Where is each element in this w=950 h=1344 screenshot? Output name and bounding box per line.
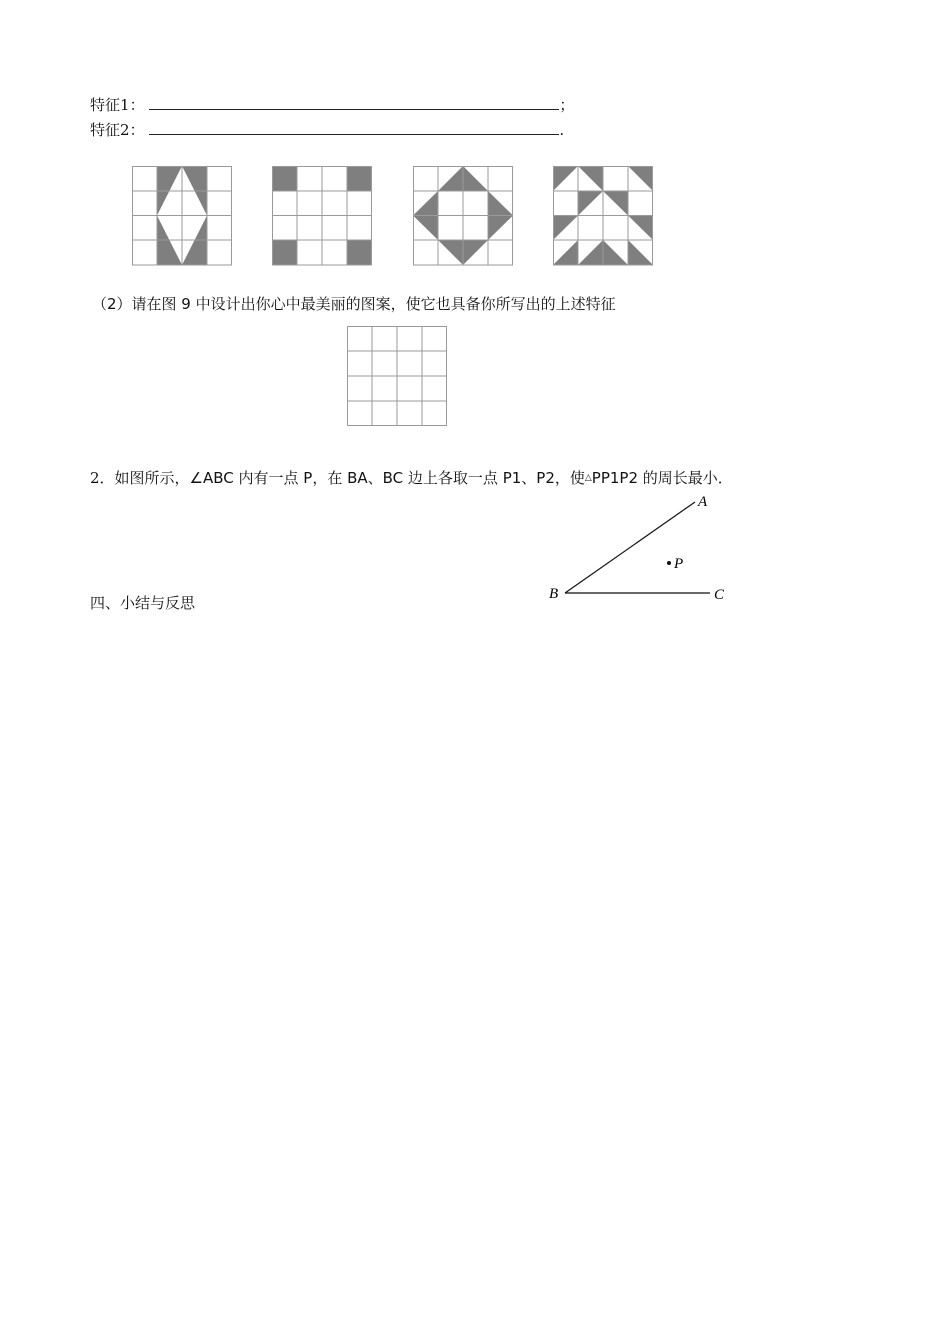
empty-design-grid[interactable] [347,326,448,427]
answer-blank-1[interactable] [149,95,559,110]
grid-lines [347,326,447,426]
problem-2-statement-end: PP1P2 的周长最小． [591,469,733,487]
feature-label: 特征 [90,96,121,114]
problem-number: 2． [90,469,115,487]
grid-lines [132,166,232,265]
triangle-symbol: △ [584,473,592,483]
pattern-figure-2 [272,166,373,266]
pattern-figure-4 [553,166,654,266]
section-4-heading: 四、小结与反思 [90,594,196,612]
angle-abc-figure [540,488,740,608]
line-end: . [559,121,565,139]
label-a: A [698,494,708,510]
answer-blank-2[interactable] [149,120,559,135]
problem-2-statement: 如图所示，∠ABC 内有一点 P，在 BA、BC 边上各取一点 P1、P2，使 [114,469,585,487]
feature-label: 特征 [90,121,121,139]
ray-ba [565,502,695,593]
feature-number: 2 [120,121,130,139]
feature-colon: ： [129,96,145,114]
pattern-figure-3 [413,166,514,266]
line-end: ； [559,96,575,114]
question-2-text: （2）请在图 9 中设计出你心中最美丽的图案，使它也具备你所写出的上述特征 [92,295,616,313]
label-b: B [549,586,559,602]
feature-number: 1 [120,96,130,114]
label-c: C [714,587,725,603]
grid-lines [413,166,513,265]
feature-colon: ： [129,121,145,139]
pattern-figure-1 [132,166,233,266]
feature-line-2 [90,119,564,140]
point-p-dot [667,561,671,565]
label-p: P [674,556,684,572]
problem-2-text [90,467,733,488]
feature-line-1 [90,94,574,115]
